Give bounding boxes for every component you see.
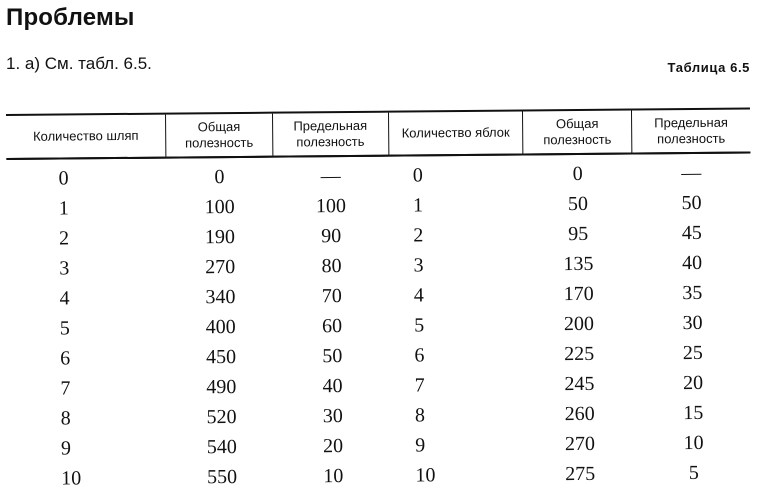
cell-hats-quantity: 10 — [61, 466, 82, 490]
cell-hats-quantity: 5 — [59, 316, 70, 340]
cell-hats-total-utility: 550 — [206, 465, 238, 488]
cell-apples-total-utility: 95 — [568, 222, 589, 245]
cell-apples-quantity: 0 — [412, 163, 423, 186]
cell-hats-marginal-utility: 10 — [323, 464, 344, 487]
cell-hats-total-utility: 100 — [204, 195, 235, 218]
cell-apples-quantity: 5 — [414, 313, 425, 336]
cell-apples-total-utility: 245 — [564, 372, 595, 395]
cell-hats-quantity: 9 — [60, 436, 72, 460]
cell-hats-marginal-utility: 100 — [315, 194, 347, 217]
cell-hats-total-utility: 450 — [205, 345, 237, 368]
cell-apples-total-utility: 260 — [564, 402, 595, 425]
utility-table — [6, 108, 753, 494]
cell-hats-total-utility: 0 — [214, 165, 225, 188]
cell-hats-marginal-utility: 70 — [321, 284, 342, 307]
cell-hats-total-utility: 400 — [205, 315, 236, 338]
cell-hats-total-utility: 540 — [206, 435, 237, 458]
cell-hats-quantity: 3 — [59, 256, 70, 280]
cell-hats-quantity: 6 — [60, 346, 71, 370]
cell-hats-quantity: 8 — [60, 406, 71, 430]
cell-apples-quantity: 1 — [412, 193, 424, 216]
cell-hats-total-utility: 340 — [205, 285, 236, 308]
cell-hats-marginal-utility: — — [320, 164, 341, 187]
cell-hats-total-utility: 190 — [204, 225, 236, 248]
cell-apples-total-utility: 200 — [563, 312, 595, 335]
cell-hats-total-utility: 270 — [205, 255, 236, 278]
cell-apples-total-utility: 0 — [572, 162, 583, 185]
cell-hats-quantity: 1 — [58, 196, 69, 220]
cell-hats-marginal-utility: 90 — [321, 224, 342, 247]
header-row — [6, 109, 750, 159]
cell-hats-quantity: 2 — [58, 226, 70, 250]
header-hats-total-utility: Общая полезность — [166, 113, 273, 158]
cell-apples-marginal-utility: — — [681, 161, 702, 184]
cell-apples-marginal-utility: 40 — [681, 251, 703, 274]
header-apples-total-utility: Общая полезность — [523, 110, 632, 155]
header-apples-marginal-utility: Предельная полезность — [631, 109, 750, 154]
table-row — [9, 457, 753, 493]
cell-apples-marginal-utility: 45 — [681, 221, 702, 244]
header-hats-quantity: Количество шляп — [6, 114, 166, 159]
cell-hats-quantity: 7 — [60, 376, 71, 400]
cell-apples-quantity: 4 — [413, 283, 424, 306]
cell-hats-total-utility: 490 — [206, 375, 237, 398]
cell-hats-quantity: 0 — [58, 166, 69, 190]
cell-apples-quantity: 6 — [414, 343, 425, 366]
cell-apples-marginal-utility: 30 — [682, 311, 703, 334]
cell-apples-marginal-utility: 20 — [682, 371, 704, 394]
section-heading: Проблемы — [6, 4, 135, 31]
header-hats-marginal-utility: Предельная полезность — [272, 112, 389, 157]
cell-apples-marginal-utility: 35 — [682, 281, 703, 304]
table-caption: Таблица 6.5 — [667, 60, 750, 75]
cell-apples-total-utility: 270 — [564, 432, 596, 455]
cell-apples-total-utility: 50 — [567, 192, 588, 215]
cell-apples-marginal-utility: 50 — [681, 191, 702, 214]
cell-hats-marginal-utility: 60 — [321, 314, 343, 337]
cell-apples-total-utility: 225 — [564, 342, 595, 365]
cell-apples-marginal-utility: 5 — [688, 461, 699, 484]
intro-text: 1. а) См. табл. 6.5. — [6, 54, 152, 73]
cell-apples-total-utility: 275 — [565, 462, 596, 485]
cell-apples-quantity: 7 — [414, 373, 425, 396]
cell-hats-marginal-utility: 40 — [322, 374, 343, 397]
cell-hats-marginal-utility: 80 — [321, 254, 342, 277]
cell-hats-quantity: 4 — [59, 286, 70, 310]
cell-apples-quantity: 2 — [413, 223, 424, 246]
cell-apples-total-utility: 135 — [563, 252, 594, 275]
cell-apples-quantity: 9 — [415, 433, 426, 456]
cell-hats-total-utility: 520 — [206, 405, 237, 428]
cell-apples-quantity: 10 — [415, 463, 436, 486]
cell-apples-marginal-utility: 25 — [682, 341, 703, 364]
cell-hats-marginal-utility: 50 — [322, 344, 343, 367]
cell-apples-total-utility: 170 — [563, 282, 594, 305]
cell-apples-marginal-utility: 15 — [683, 401, 704, 424]
cell-apples-quantity: 3 — [413, 253, 424, 276]
cell-hats-marginal-utility: 20 — [322, 434, 344, 457]
cell-apples-marginal-utility: 10 — [683, 431, 704, 454]
cell-hats-marginal-utility: 30 — [322, 404, 343, 427]
cell-apples-quantity: 8 — [414, 403, 426, 426]
header-apples-quantity: Количество яблок — [388, 110, 523, 155]
